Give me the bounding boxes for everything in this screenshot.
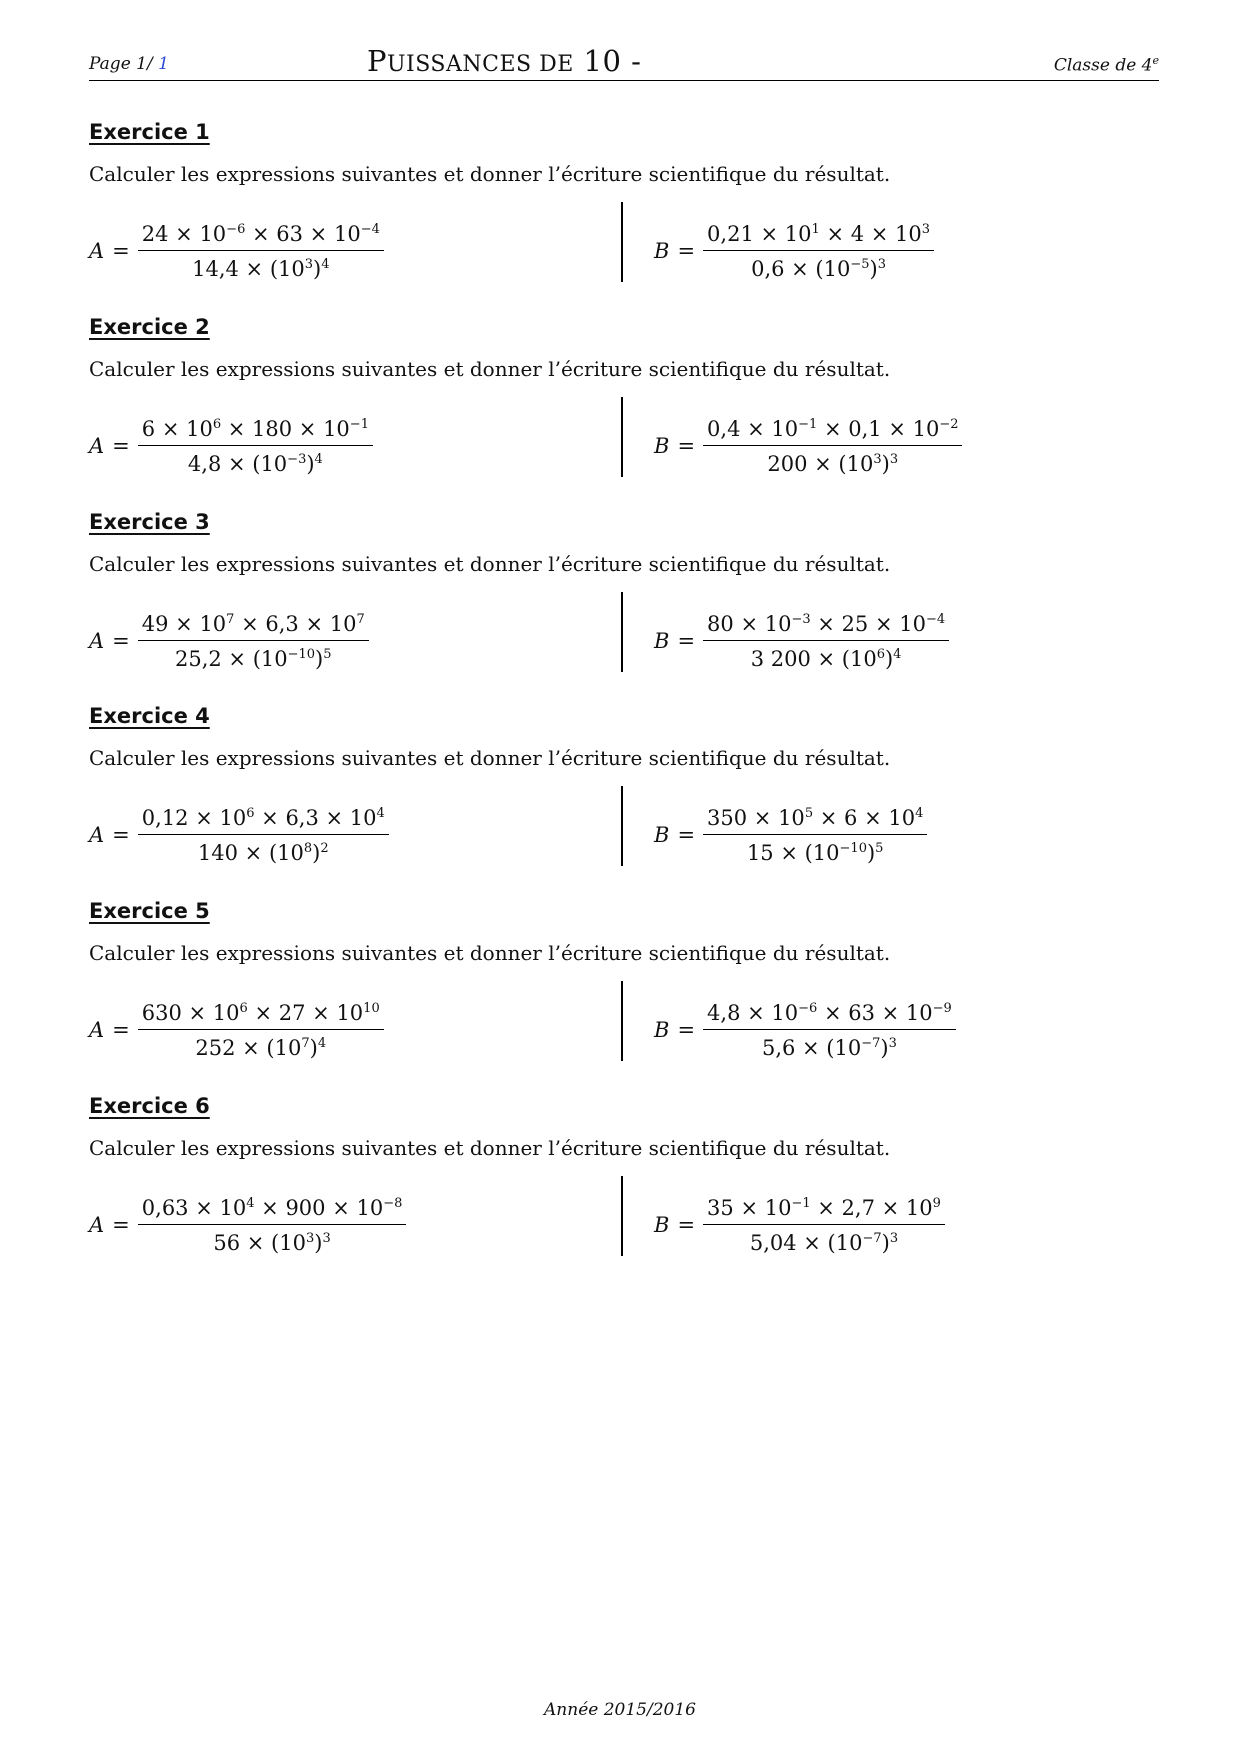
numerator: $350 \times 10^5 \times 6 \times 10^4$ [703, 806, 927, 835]
denominator: $15 \times (10^{-10})^5$ [746, 840, 884, 865]
numerator: $0,12 \times 10^6 \times 6,3 \times 10^4$ [138, 806, 389, 835]
expression-a: A = $\frac{0,12 \times 10^6 \times 6,3 \times 10^4}{140 \times (10^8)^2}$ [89, 794, 389, 876]
exercise-instruction: Calculer les expressions suivantes et donner l’écriture scientifique du résultat. [89, 357, 891, 381]
expression-a: A = $\frac{49 \times 10^7 \times 6,3 \times 10^7}{25,2 \times (10^{-10})^5}$ [89, 600, 369, 682]
expression-b: B = $\frac{0,4 \times 10^{-1} \times 0,1 \times 10^{-2}}{200 \times (10^3)^3}$ [654, 405, 962, 487]
exercise-instruction: Calculer les expressions suivantes et donner l’écriture scientifique du résultat. [89, 552, 891, 576]
expression-b: B = $\frac{35 \times 10^{-1} \times 2,7 \times 10^9}{5,04 \times (10^{-7})^3}$ [654, 1184, 945, 1266]
fraction [138, 417, 373, 476]
column-separator [621, 1176, 623, 1256]
expression-a: A = $\frac{24 \times 10^{-6} \times 63 \times 10^{-4}}{14,4 \times (10^3)^4}$ [89, 210, 384, 292]
expression-a: A = $\frac{6 \times 10^6 \times 180 \times 10^{-1}}{4,8 \times (10^{-3})^4}$ [89, 405, 373, 487]
numerator: $24 \times 10^{-6} \times 63 \times 10^{-4}$ [138, 222, 384, 251]
fraction [703, 612, 949, 671]
numerator: $4,8 \times 10^{-6} \times 63 \times 10^{-9}$ [703, 1001, 956, 1030]
column-separator [621, 202, 623, 282]
expression-b: B = $\frac{0,21 \times 10^1 \times 4 \times 10^3}{0,6 \times (10^{-5})^3}$ [654, 210, 934, 292]
numerator: $35 \times 10^{-1} \times 2,7 \times 10^9$ [703, 1196, 945, 1225]
exercise-4 [89, 704, 1159, 904]
expression-b: B = $\frac{350 \times 10^5 \times 6 \times 10^4}{15 \times (10^{-10})^5}$ [654, 794, 927, 876]
exercise-instruction: Calculer les expressions suivantes et donner l’écriture scientifique du résultat. [89, 746, 891, 770]
exercise-title: Exercice 4 [89, 704, 210, 728]
expression-a: A = $\frac{0,63 \times 10^4 \times 900 \times 10^{-8}}{56 \times (10^3)^3}$ [89, 1184, 406, 1266]
page-total-link[interactable]: 1 [158, 54, 169, 74]
page-number: Page 1/ 1 [89, 54, 169, 74]
page-header [89, 44, 1159, 81]
expression-b: B = $\frac{4,8 \times 10^{-6} \times 63 \times 10^{-9}}{5,6 \times (10^{-7})^3}$ [654, 989, 956, 1071]
exercise-instruction: Calculer les expressions suivantes et donner l’écriture scientifique du résultat. [89, 162, 891, 186]
fraction [138, 222, 384, 281]
column-separator [621, 592, 623, 672]
numerator: $80 \times 10^{-3} \times 25 \times 10^{-4}$ [703, 612, 949, 641]
numerator: $630 \times 10^6 \times 27 \times 10^{10}$ [138, 1001, 384, 1030]
fraction [138, 1196, 407, 1255]
exercise-instruction: Calculer les expressions suivantes et donner l’écriture scientifique du résultat. [89, 1136, 891, 1160]
denominator: 3 $200 \times (10^6)^4$ [750, 646, 902, 671]
column-separator [621, 397, 623, 477]
exercise-title: Exercice 3 [89, 510, 210, 534]
exercise-title: Exercice 5 [89, 899, 210, 923]
expression-b: B = $\frac{80 \times 10^{-3} \times 25 \times 10^{-4}}{3 200 \times (10^6)^4}$ [654, 600, 949, 682]
exercise-title: Exercice 1 [89, 120, 210, 144]
numerator: $6 \times 10^6 \times 180 \times 10^{-1}$ [138, 417, 373, 446]
fraction [703, 1196, 945, 1255]
denominator: $252 \times (10^7)^4$ [195, 1035, 327, 1060]
fraction [138, 1001, 384, 1060]
expression-a: A = $\frac{630 \times 10^6 \times 27 \times 10^{10}}{252 \times (10^7)^4}$ [89, 989, 384, 1071]
fraction [703, 417, 962, 476]
column-separator [621, 981, 623, 1061]
denominator: $200 \times (10^3)^3$ [767, 451, 899, 476]
denominator: $4,8 \times (10^{-3})^4$ [187, 451, 323, 476]
denominator: $0,6 \times (10^{-5})^3$ [751, 256, 886, 281]
denominator: $140 \times (10^8)^2$ [197, 840, 329, 865]
exercise-2 [89, 315, 1159, 515]
numerator: $49 \times 10^7 \times 6,3 \times 10^7$ [138, 612, 369, 641]
exercise-title: Exercice 6 [89, 1094, 210, 1118]
denominator: $25,2 \times (10^{-10})^5$ [174, 646, 332, 671]
class-label: Classe de 4e [1053, 54, 1159, 76]
denominator: $56 \times (10^3)^3$ [213, 1230, 331, 1255]
denominator: $5,6 \times (10^{-7})^3$ [761, 1035, 897, 1060]
exercise-instruction: Calculer les expressions suivantes et donner l’écriture scientifique du résultat. [89, 941, 891, 965]
denominator: $5,04 \times (10^{-7})^3$ [749, 1230, 899, 1255]
fraction [703, 222, 934, 281]
exercise-title: Exercice 2 [89, 315, 210, 339]
page-footer: Année 2015/2016 [544, 1700, 696, 1720]
fraction [703, 1001, 956, 1060]
fraction [138, 612, 369, 671]
column-separator [621, 786, 623, 866]
numerator: $0,63 \times 10^4 \times 900 \times 10^{-8}$ [138, 1196, 407, 1225]
exercise-5 [89, 899, 1159, 1099]
numerator: $0,4 \times 10^{-1} \times 0,1 \times 10^{-2}$ [703, 417, 962, 446]
fraction [703, 806, 927, 865]
denominator: $14,4 \times (10^3)^4$ [192, 256, 330, 281]
fraction [138, 806, 389, 865]
exercise-1 [89, 120, 1159, 320]
document-title: PUISSANCES DE 10 - [367, 44, 642, 78]
exercise-3 [89, 510, 1159, 710]
numerator: $0,21 \times 10^1 \times 4 \times 10^3$ [703, 222, 934, 251]
exercise-6 [89, 1094, 1159, 1294]
